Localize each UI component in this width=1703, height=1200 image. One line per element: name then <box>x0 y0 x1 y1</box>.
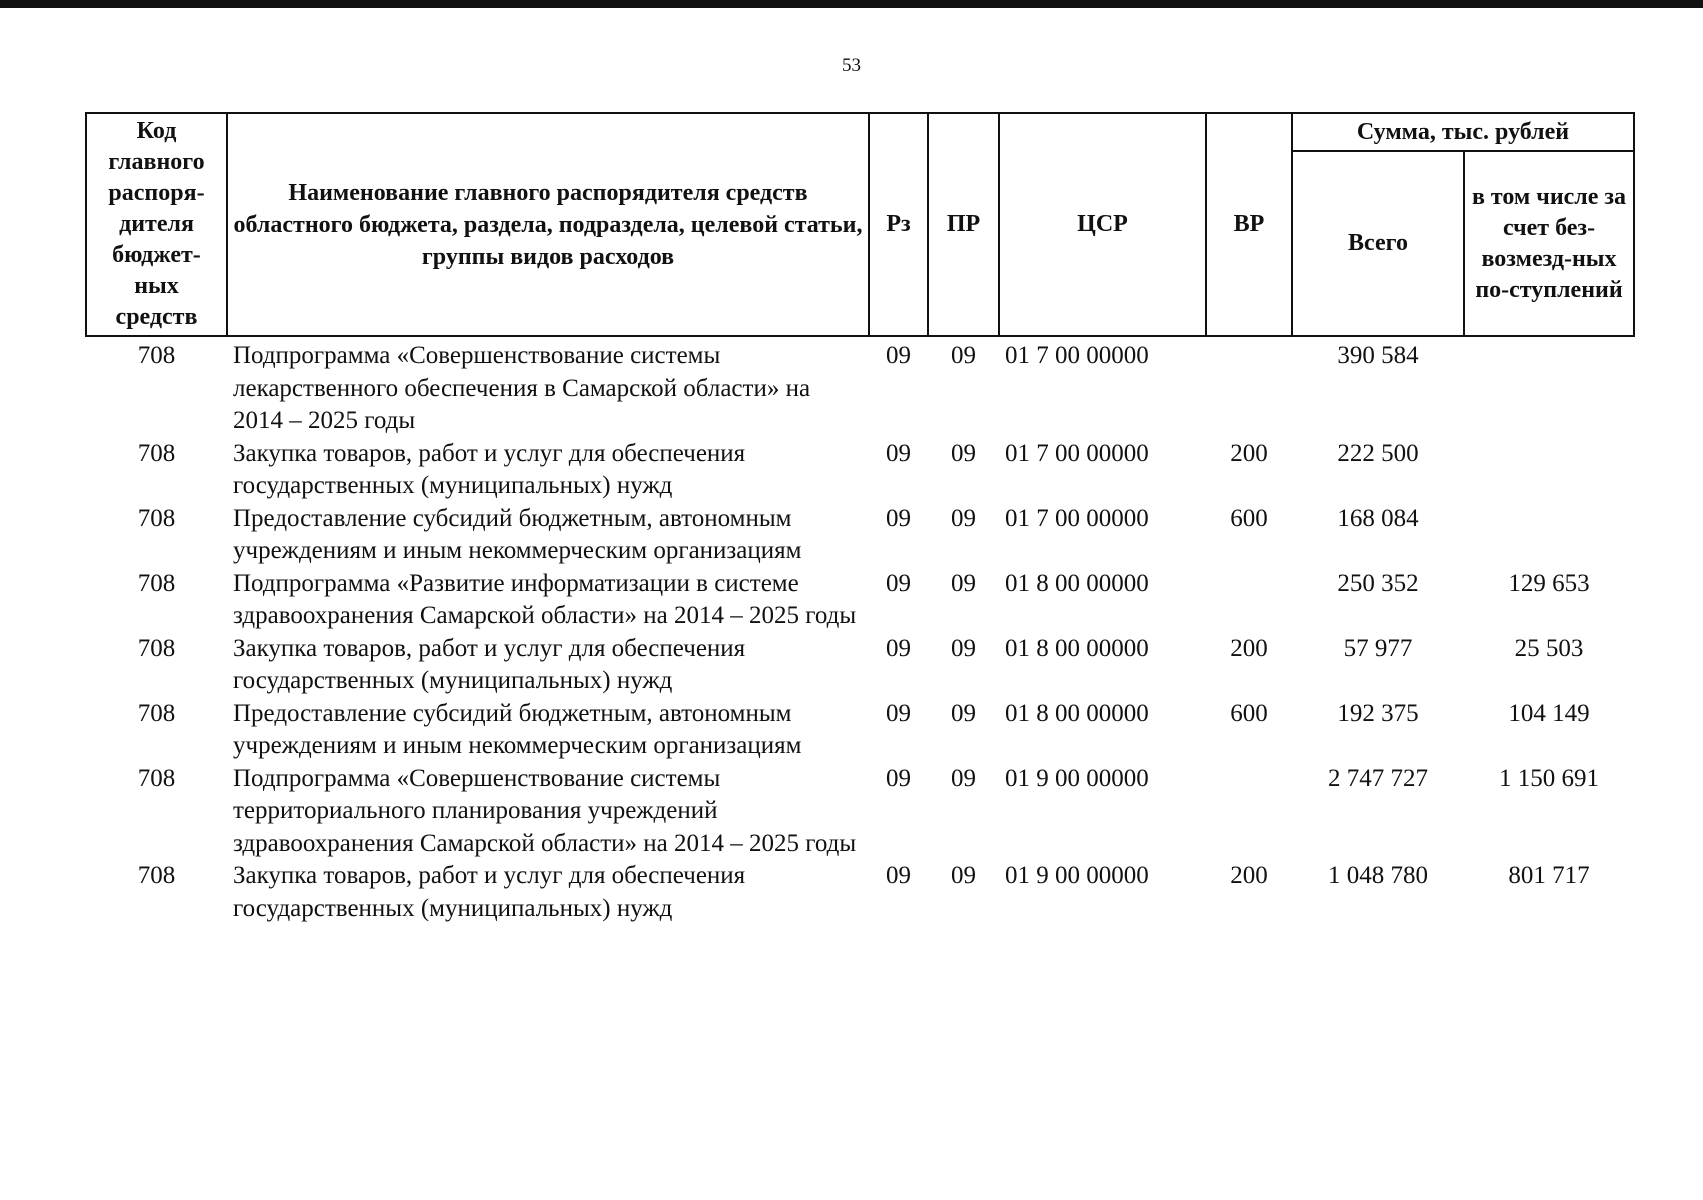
cell-rz: 09 <box>886 439 911 467</box>
table-header <box>86 113 1634 336</box>
cell-pr: 09 <box>951 699 976 727</box>
cell-code: 708 <box>137 439 176 467</box>
table-body <box>86 336 1634 925</box>
cell-rz: 09 <box>886 699 911 727</box>
cell-total: 250 352 <box>1337 569 1419 597</box>
cell-rz: 09 <box>886 569 911 597</box>
table-row <box>86 860 1634 925</box>
cell-name: Подпрограмма «Развитие информатизации в системе здравоохранения Самарской области» на 2014 – 2025 годы <box>233 569 857 629</box>
cell-name: Подпрограмма «Совершенствование системы территориального планирования учреждений здравоохранения Самарской области» на 2014 – 2025 годы <box>233 764 857 857</box>
cell-vr <box>1206 568 1292 633</box>
cell-grant <box>1464 438 1634 503</box>
cell-total: 2 747 727 <box>1328 764 1428 792</box>
header-sum: Сумма, тыс. рублей <box>1292 113 1634 151</box>
cell-pr: 09 <box>951 439 976 467</box>
cell-csr: 01 7 00 00000 <box>1005 504 1149 532</box>
table-row <box>86 336 1634 438</box>
header-vr: ВР <box>1206 113 1292 336</box>
cell-total: 1 048 780 <box>1328 862 1428 889</box>
cell-name: Предоставление субсидий бюджетным, автономным учреждениям и иным некоммерческим организациям <box>233 699 802 759</box>
cell-vr <box>1206 763 1292 861</box>
cell-code: 708 <box>137 764 176 792</box>
cell-rz: 09 <box>886 862 911 889</box>
table-row <box>86 438 1634 503</box>
cell-pr: 09 <box>951 862 976 889</box>
cell-vr: 200 <box>1230 862 1268 889</box>
table-row <box>86 698 1634 763</box>
cell-vr: 600 <box>1230 699 1268 727</box>
header-total: Всего <box>1292 151 1464 336</box>
header-grant: в том числе за счет без-возмезд-ных по-ступлений <box>1464 151 1634 336</box>
cell-vr: 600 <box>1230 504 1268 532</box>
cell-code: 708 <box>137 569 176 597</box>
cell-grant: 801 717 <box>1508 862 1590 889</box>
cell-rz: 09 <box>886 634 911 662</box>
header-code: Код главного распоря-дителя бюджет-ных средств <box>86 113 227 336</box>
cell-grant <box>1464 336 1634 438</box>
cell-name: Закупка товаров, работ и услуг для обеспечения государственных (муниципальных) нужд <box>233 634 746 694</box>
cell-vr: 200 <box>1230 439 1268 467</box>
cell-csr: 01 9 00 00000 <box>1005 862 1149 889</box>
cell-grant <box>1464 503 1634 568</box>
cell-total: 390 584 <box>1337 342 1419 369</box>
cell-csr: 01 7 00 00000 <box>1005 439 1149 467</box>
table-row <box>86 503 1634 568</box>
cell-code: 708 <box>137 862 176 889</box>
cell-grant: 25 503 <box>1514 634 1584 662</box>
cell-rz: 09 <box>886 504 911 532</box>
top-border-rule <box>0 0 1703 8</box>
header-csr: ЦСР <box>999 113 1206 336</box>
cell-vr: 200 <box>1230 634 1268 662</box>
cell-pr: 09 <box>951 569 976 597</box>
cell-code: 708 <box>137 634 176 662</box>
cell-name: Предоставление субсидий бюджетным, автономным учреждениям и иным некоммерческим организациям <box>233 504 802 564</box>
cell-pr: 09 <box>951 504 976 532</box>
cell-total: 222 500 <box>1337 439 1419 467</box>
cell-grant: 1 150 691 <box>1499 764 1599 792</box>
header-rz: Рз <box>869 113 928 336</box>
cell-csr: 01 8 00 00000 <box>1005 634 1149 662</box>
table-row <box>86 763 1634 861</box>
budget-table <box>85 112 1635 925</box>
cell-pr: 09 <box>951 342 976 369</box>
cell-csr: 01 7 00 00000 <box>1005 342 1149 369</box>
cell-code: 708 <box>137 342 176 369</box>
header-name: Наименование главного распорядителя средств областного бюджета, раздела, подраздела, целевой статьи, группы видов расходов <box>227 113 869 336</box>
page-number: 53 <box>842 55 861 76</box>
cell-total: 168 084 <box>1337 504 1419 532</box>
cell-name: Подпрограмма «Совершенствование системы лекарственного обеспечения в Самарской области» на 2014 – 2025 годы <box>233 342 811 434</box>
header-pr: ПР <box>928 113 999 336</box>
cell-total: 192 375 <box>1337 699 1419 727</box>
cell-rz: 09 <box>886 764 911 792</box>
cell-pr: 09 <box>951 634 976 662</box>
cell-code: 708 <box>137 699 176 727</box>
cell-csr: 01 8 00 00000 <box>1005 569 1149 597</box>
cell-total: 57 977 <box>1343 634 1413 662</box>
cell-rz: 09 <box>886 342 911 369</box>
cell-grant: 104 149 <box>1508 699 1590 727</box>
cell-grant: 129 653 <box>1508 569 1590 597</box>
cell-pr: 09 <box>951 764 976 792</box>
table-row <box>86 633 1634 698</box>
cell-csr: 01 9 00 00000 <box>1005 764 1149 792</box>
cell-code: 708 <box>137 504 176 532</box>
table-row <box>86 568 1634 633</box>
cell-name: Закупка товаров, работ и услуг для обеспечения государственных (муниципальных) нужд <box>233 862 746 922</box>
cell-csr: 01 8 00 00000 <box>1005 699 1149 727</box>
cell-name: Закупка товаров, работ и услуг для обеспечения государственных (муниципальных) нужд <box>233 439 746 499</box>
cell-vr <box>1206 336 1292 438</box>
